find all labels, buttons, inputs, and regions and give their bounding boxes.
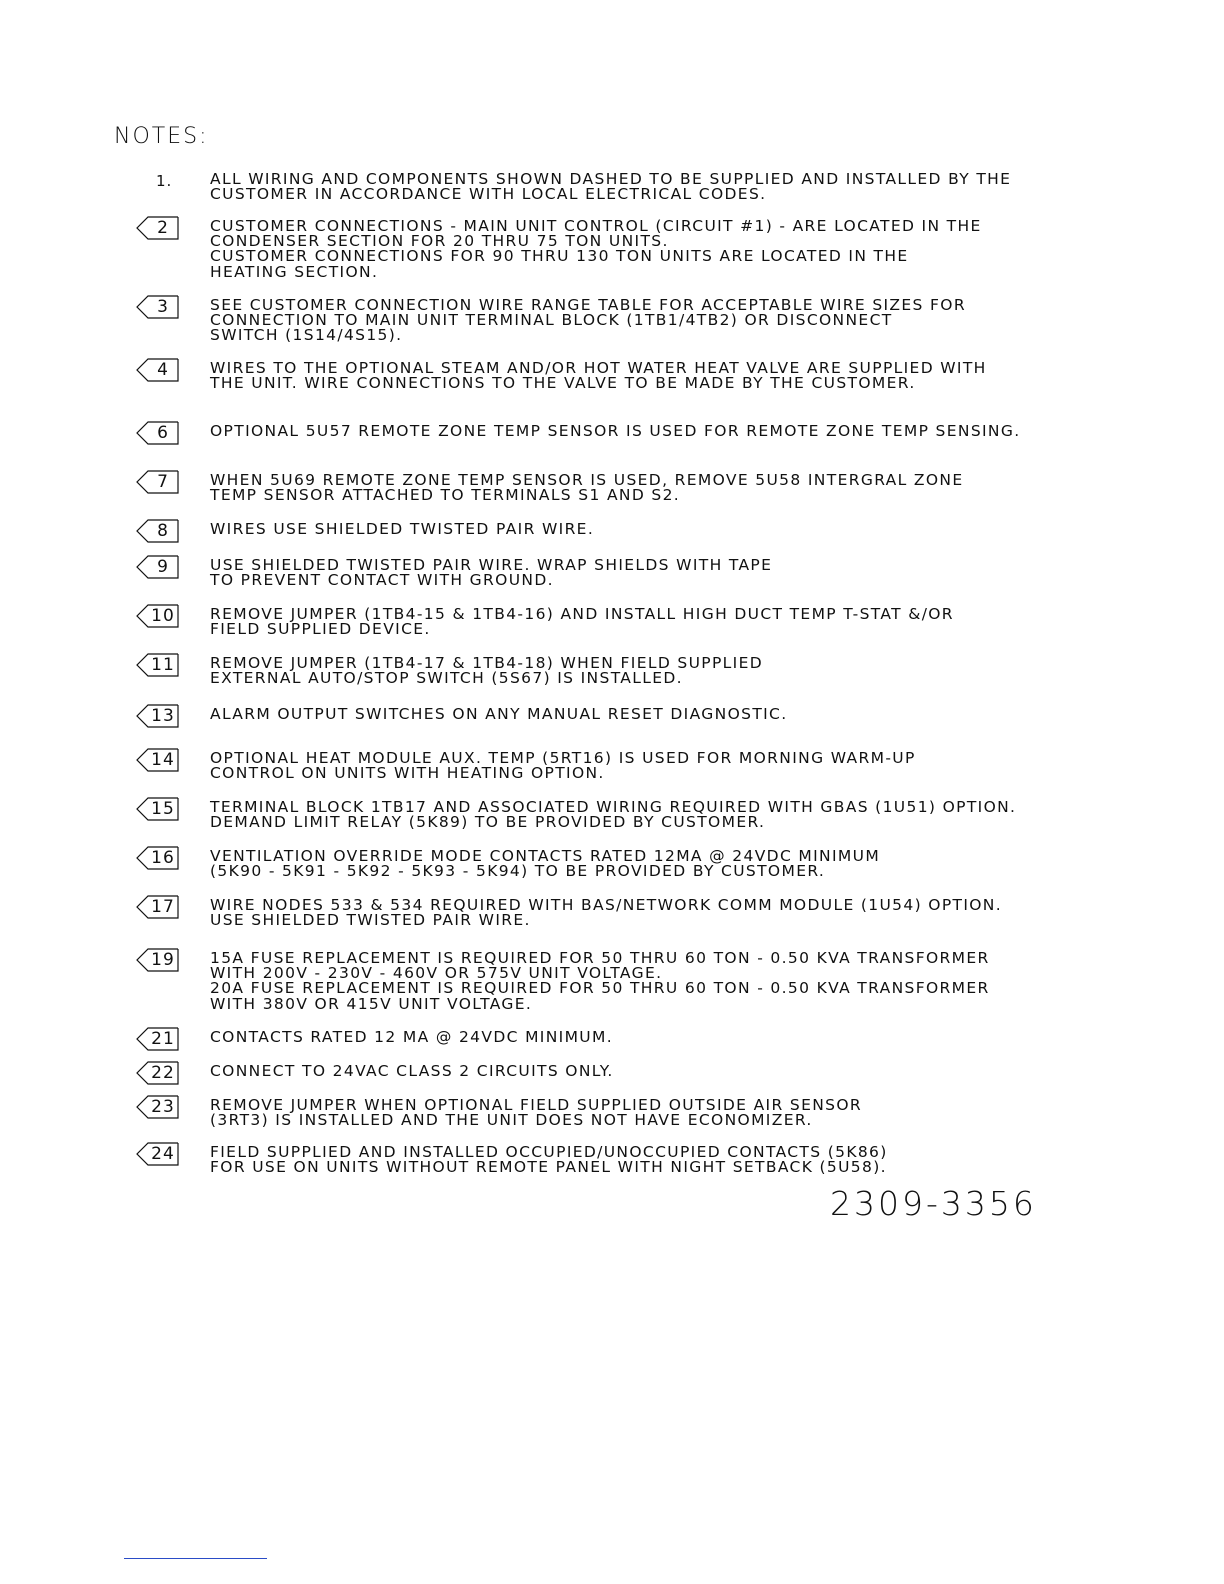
note-number: 2: [157, 218, 169, 238]
note-item: [136, 522, 1076, 541]
note-item: [136, 424, 1076, 443]
note-item: [136, 656, 1076, 690]
note-item: [136, 1064, 1076, 1083]
note-item: [136, 951, 1076, 1016]
note-line: CUSTOMER IN ACCORDANCE WITH LOCAL ELECTRICAL CODES.: [210, 185, 767, 204]
note-line: WITH 200V - 230V - 460V OR 575V UNIT VOLTAGE.: [210, 964, 663, 983]
note-line: ALL WIRING AND COMPONENTS SHOWN DASHED TO BE SUPPLIED AND INSTALLED BY THE: [210, 170, 1012, 188]
note-flag-icon: [136, 604, 180, 628]
note-item: [136, 707, 1076, 726]
note-line: TEMP SENSOR ATTACHED TO TERMINALS S1 AND S2.: [210, 486, 681, 505]
note-flag-icon: [136, 1095, 180, 1119]
note-line: USE SHIELDED TWISTED PAIR WIRE.: [210, 911, 531, 930]
note-line: CONNECTION TO MAIN UNIT TERMINAL BLOCK (1TB1/4TB2) OR DISCONNECT: [210, 311, 893, 330]
note-number: 24: [151, 1144, 175, 1164]
drawing-number: 2309-3356: [830, 1184, 1037, 1223]
note-number: 15: [151, 799, 175, 819]
note-line: (3RT3) IS INSTALLED AND THE UNIT DOES NOT HAVE ECONOMIZER.: [210, 1111, 813, 1130]
note-flag-icon: [136, 421, 180, 445]
note-line: CONTROL ON UNITS WITH HEATING OPTION.: [210, 764, 605, 783]
note-number: 9: [157, 557, 169, 577]
note-flag-icon: [136, 704, 180, 728]
note-item: [136, 607, 1076, 641]
note-number: 8: [157, 521, 169, 541]
note-number: 11: [151, 655, 175, 675]
note-flag-icon: [136, 1061, 180, 1085]
note-line: (5K90 - 5K91 - 5K92 - 5K93 - 5K94) TO BE PROVIDED BY CUSTOMER.: [210, 862, 826, 881]
note-number: 13: [151, 706, 175, 726]
note-line: SWITCH (1S14/4S15).: [210, 326, 403, 345]
note-item: [136, 849, 1076, 883]
note-item: [136, 361, 1076, 395]
note-line: SEE CUSTOMER CONNECTION WIRE RANGE TABLE FOR ACCEPTABLE WIRE SIZES FOR: [210, 296, 966, 314]
note-flag-icon: [136, 948, 180, 972]
note-item: [136, 298, 1076, 348]
note-item: [136, 751, 1076, 785]
note-line: WHEN 5U69 REMOTE ZONE TEMP SENSOR IS USED, REMOVE 5U58 INTERGRAL ZONE: [210, 471, 964, 489]
note-flag-icon: [136, 797, 180, 821]
note-flag-icon: [136, 653, 180, 677]
note-line: FIELD SUPPLIED DEVICE.: [210, 620, 431, 639]
note-number: 3: [157, 297, 169, 317]
note-number: 1.: [156, 172, 173, 190]
note-item: [136, 558, 1076, 592]
note-flag-icon: [136, 895, 180, 919]
note-item: [136, 1030, 1076, 1049]
note-number: 7: [157, 472, 169, 492]
note-number: 6: [157, 423, 169, 443]
note-line: USE SHIELDED TWISTED PAIR WIRE. WRAP SHIELDS WITH TAPE: [210, 556, 773, 574]
note-item: [136, 898, 1076, 932]
note-line: EXTERNAL AUTO/STOP SWITCH (5S67) IS INSTALLED.: [210, 669, 683, 688]
note-flag-icon: [136, 1027, 180, 1051]
note-line: CUSTOMER CONNECTIONS FOR 90 THRU 130 TON UNITS ARE LOCATED IN THE: [210, 247, 909, 266]
note-flag-icon: [136, 555, 180, 579]
note-line: OPTIONAL HEAT MODULE AUX. TEMP (5RT16) IS USED FOR MORNING WARM-UP: [210, 749, 916, 767]
note-line: CONNECT TO 24VAC CLASS 2 CIRCUITS ONLY.: [210, 1062, 614, 1080]
note-flag-icon: [136, 216, 180, 240]
note-number: 21: [151, 1029, 175, 1049]
note-flag-icon: [136, 519, 180, 543]
note-line: CONTACTS RATED 12 MA @ 24VDC MINIMUM.: [210, 1028, 614, 1046]
note-line: WIRES TO THE OPTIONAL STEAM AND/OR HOT WATER HEAT VALVE ARE SUPPLIED WITH: [210, 359, 987, 377]
notes-heading: NOTES:: [114, 124, 209, 149]
note-number: 23: [151, 1097, 175, 1117]
note-flag-icon: [136, 846, 180, 870]
note-line: WITH 380V OR 415V UNIT VOLTAGE.: [210, 994, 533, 1013]
note-line: TO PREVENT CONTACT WITH GROUND.: [210, 571, 554, 590]
note-line: 15A FUSE REPLACEMENT IS REQUIRED FOR 50 THRU 60 TON - 0.50 KVA TRANSFORMER: [210, 949, 990, 967]
note-flag-icon: [136, 295, 180, 319]
note-line: THE UNIT. WIRE CONNECTIONS TO THE VALVE TO BE MADE BY THE CUSTOMER.: [210, 374, 916, 393]
note-flag-icon: [136, 358, 180, 382]
note-flag-icon: [136, 748, 180, 772]
note-item: [136, 219, 1076, 284]
note-item: [136, 1145, 1076, 1179]
note-line: OPTIONAL 5U57 REMOTE ZONE TEMP SENSOR IS USED FOR REMOTE ZONE TEMP SENSING.: [210, 422, 1021, 440]
note-number: 4: [157, 360, 169, 380]
note-number: 14: [151, 750, 175, 770]
note-item: [136, 172, 1076, 206]
note-item: [136, 1098, 1076, 1132]
note-number: 16: [151, 848, 175, 868]
note-line: REMOVE JUMPER WHEN OPTIONAL FIELD SUPPLIED OUTSIDE AIR SENSOR: [210, 1096, 863, 1114]
note-line: FIELD SUPPLIED AND INSTALLED OCCUPIED/UNOCCUPIED CONTACTS (5K86): [210, 1143, 888, 1161]
note-line: CONDENSER SECTION FOR 20 THRU 75 TON UNITS.: [210, 232, 669, 251]
note-number: 19: [151, 950, 175, 970]
note-item: [136, 800, 1076, 834]
note-line: WIRE NODES 533 & 534 REQUIRED WITH BAS/NETWORK COMM MODULE (1U54) OPTION.: [210, 896, 1003, 914]
note-line: 20A FUSE REPLACEMENT IS REQUIRED FOR 50 THRU 60 TON - 0.50 KVA TRANSFORMER: [210, 979, 990, 998]
note-line: HEATING SECTION.: [210, 262, 379, 281]
note-flag-icon: [136, 470, 180, 494]
note-number: 10: [151, 606, 175, 626]
note-item: [136, 473, 1076, 507]
note-line: FOR USE ON UNITS WITHOUT REMOTE PANEL WITH NIGHT SETBACK (5U58).: [210, 1158, 887, 1177]
note-number: 22: [151, 1063, 175, 1083]
note-line: REMOVE JUMPER (1TB4-17 & 1TB4-18) WHEN FIELD SUPPLIED: [210, 654, 763, 672]
note-line: DEMAND LIMIT RELAY (5K89) TO BE PROVIDED BY CUSTOMER.: [210, 813, 766, 832]
note-line: TERMINAL BLOCK 1TB17 AND ASSOCIATED WIRING REQUIRED WITH GBAS (1U51) OPTION.: [210, 798, 1017, 816]
note-line: WIRES USE SHIELDED TWISTED PAIR WIRE.: [210, 520, 595, 538]
note-line: REMOVE JUMPER (1TB4-15 & 1TB4-16) AND INSTALL HIGH DUCT TEMP T-STAT &/OR: [210, 605, 954, 623]
note-flag-icon: [136, 1142, 180, 1166]
footer-divider: [124, 1558, 267, 1559]
note-line: CUSTOMER CONNECTIONS - MAIN UNIT CONTROL (CIRCUIT #1) - ARE LOCATED IN THE: [210, 217, 982, 235]
note-line: ALARM OUTPUT SWITCHES ON ANY MANUAL RESET DIAGNOSTIC.: [210, 705, 788, 723]
note-line: VENTILATION OVERRIDE MODE CONTACTS RATED 12MA @ 24VDC MINIMUM: [210, 847, 881, 865]
note-number: 17: [151, 897, 175, 917]
